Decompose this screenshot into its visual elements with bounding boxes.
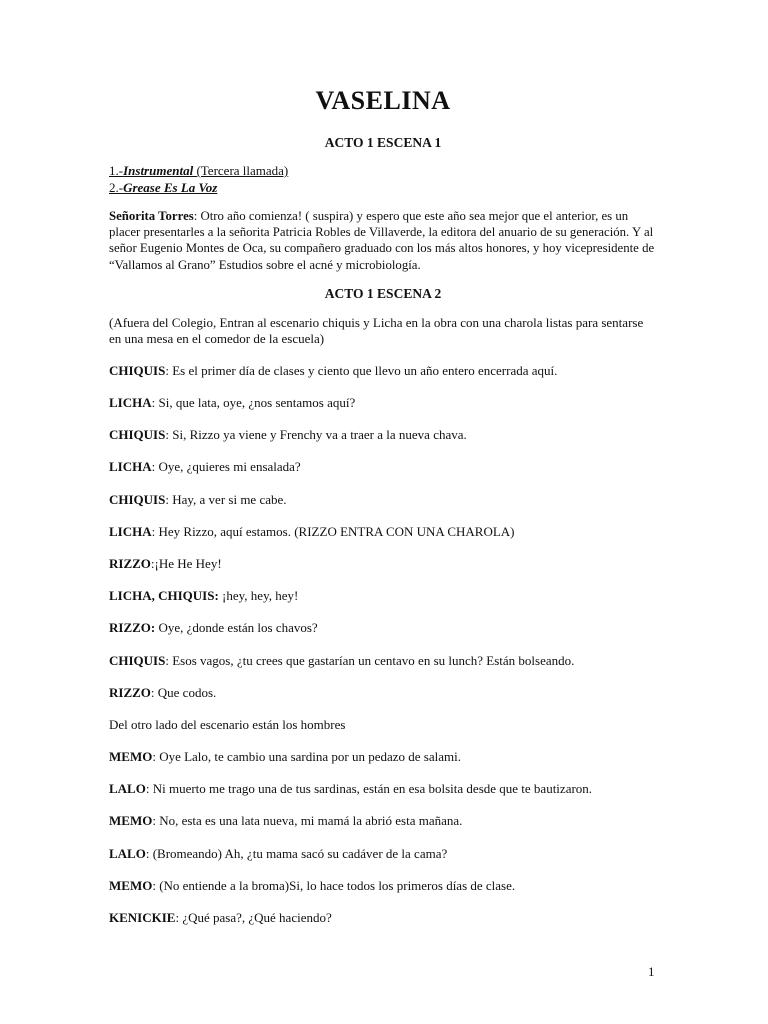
song-item bbox=[109, 162, 657, 179]
song-name: Grease Es La Voz bbox=[123, 180, 218, 195]
dialogue-line bbox=[109, 813, 657, 829]
dialogue-line bbox=[109, 588, 657, 604]
dialogue-text: : (Bromeando) Ah, ¿tu mama sacó su cadáver de la cama? bbox=[145, 845, 448, 861]
dialogue-text: : Que codos. bbox=[150, 684, 217, 700]
dialogue-line bbox=[109, 620, 657, 636]
dialogue-text: : Ni muerto me trago una de tus sardinas, están en esa bolsita desde que te bautizaron. bbox=[145, 781, 593, 797]
speaker-name: LICHA, CHIQUIS: bbox=[109, 588, 219, 604]
dialogue-line bbox=[109, 685, 657, 701]
dialogue-line bbox=[109, 846, 657, 862]
dialogue-line bbox=[109, 717, 657, 733]
speaker-name: CHIQUIS bbox=[109, 362, 166, 378]
stage-direction: (Afuera del Colegio, Entran al escenario chiquis y Licha en la obra con una charola listas para sentarse en una mesa en el comedor de la escuela) bbox=[109, 314, 644, 347]
dialogue-text: ¡hey, hey, hey! bbox=[218, 588, 299, 604]
dialogue-line bbox=[109, 492, 657, 508]
speaker-name: MEMO bbox=[109, 877, 153, 893]
dialogue-list bbox=[109, 363, 657, 926]
dialogue-line bbox=[109, 395, 657, 411]
dialogue-text: : ¿Qué pasa?, ¿Qué haciendo? bbox=[175, 910, 332, 925]
dialogue-text: : Si, que lata, oye, ¿nos sentamos aquí? bbox=[151, 395, 356, 410]
intro-paragraph bbox=[109, 208, 657, 273]
scene-heading-1: ACTO 1 ESCENA 1 bbox=[324, 135, 442, 150]
speaker-name: MEMO bbox=[109, 813, 153, 829]
speaker-name: RIZZO: bbox=[109, 620, 156, 636]
speaker-name: KENICKIE bbox=[109, 910, 176, 925]
dialogue-line bbox=[109, 878, 657, 894]
song-number: 2.- bbox=[109, 180, 124, 195]
document-page bbox=[109, 84, 657, 942]
song-list bbox=[109, 162, 657, 196]
speaker-name: LALO bbox=[109, 845, 146, 861]
speaker-name: CHIQUIS bbox=[109, 427, 166, 443]
song-note: (Tercera llamada) bbox=[196, 163, 289, 178]
speaker-name: MEMO bbox=[109, 749, 153, 765]
page-number: 1 bbox=[648, 964, 655, 979]
speaker-name: CHIQUIS bbox=[109, 491, 166, 507]
dialogue-line bbox=[109, 653, 657, 669]
speaker-name: LICHA bbox=[109, 395, 152, 410]
dialogue-text: : Hey Rizzo, aquí estamos. (RIZZO ENTRA CON UNA CHAROLA) bbox=[151, 523, 515, 539]
dialogue-line bbox=[109, 427, 657, 443]
document-title: VASELINA bbox=[315, 86, 451, 115]
dialogue-line bbox=[109, 910, 657, 926]
dialogue-text: : Esos vagos, ¿tu crees que gastarían un centavo en su lunch? Están bolseando. bbox=[165, 652, 575, 668]
dialogue-text: :¡He He Hey! bbox=[150, 555, 222, 571]
speaker-name: RIZZO bbox=[109, 684, 151, 700]
scene-heading-2: ACTO 1 ESCENA 2 bbox=[324, 285, 442, 301]
speaker-name: LICHA bbox=[109, 523, 152, 539]
song-name: Instrumental bbox=[123, 163, 197, 178]
dialogue-line bbox=[109, 749, 657, 765]
dialogue-text: : Es el primer día de clases y ciento que llevo un año entero encerrada aquí. bbox=[165, 362, 558, 378]
speaker-name: CHIQUIS bbox=[109, 652, 166, 668]
dialogue-line bbox=[109, 363, 657, 379]
dialogue-text: Oye, ¿donde están los chavos? bbox=[155, 620, 318, 636]
speaker-name: Señorita Torres bbox=[109, 209, 194, 223]
dialogue-text: : No, esta es una lata nueva, mi mamá la abrió esta mañana. bbox=[152, 813, 463, 829]
dialogue-line bbox=[109, 524, 657, 540]
speaker-name: RIZZO bbox=[109, 555, 151, 571]
dialogue-line bbox=[109, 781, 657, 797]
dialogue-text: : Otro año comienza! ( suspira) y espero que este año sea mejor que el anterior, es un placer presentarles a la señorita Patricia Robles de Villaverde, la editora del anuario de su generación. Y al señor Eugenio Montes de Oca, su compañero graduado con los más altos honores, y hoy vicepresidente de “Vallamos al Grano” Estudios sobre el acné y microbiología. bbox=[109, 209, 655, 272]
song-number: 1.- bbox=[109, 163, 124, 178]
dialogue-line bbox=[109, 459, 657, 475]
dialogue-text: : (No entiende a la broma)Si, lo hace todos los primeros días de clase. bbox=[152, 877, 516, 893]
speaker-name: LALO bbox=[109, 781, 146, 797]
dialogue-text: : Oye Lalo, te cambio una sardina por un pedazo de salami. bbox=[152, 749, 461, 765]
song-item bbox=[109, 179, 657, 196]
dialogue-text: : Hay, a ver si me cabe. bbox=[165, 491, 287, 507]
speaker-name: LICHA bbox=[109, 459, 152, 475]
dialogue-text: : Oye, ¿quieres mi ensalada? bbox=[151, 459, 301, 475]
dialogue-line bbox=[109, 556, 657, 572]
dialogue-text: : Si, Rizzo ya viene y Frenchy va a traer a la nueva chava. bbox=[165, 427, 467, 443]
dialogue-text: Del otro lado del escenario están los hombres bbox=[109, 716, 346, 732]
